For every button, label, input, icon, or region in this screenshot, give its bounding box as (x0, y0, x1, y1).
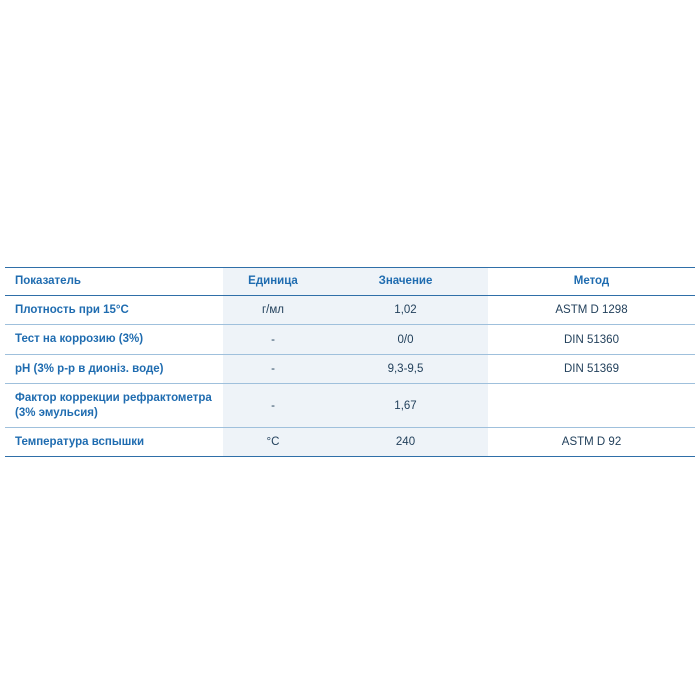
cell-unit: °C (223, 427, 323, 456)
column-header-unit: Единица (223, 268, 323, 296)
cell-parameter: Плотность при 15°C (5, 296, 223, 325)
table-header-row (5, 268, 695, 296)
column-header-method: Метод (488, 268, 695, 296)
cell-parameter: Фактор коррекции рефрактометра (3% эмульсия) (5, 384, 223, 428)
cell-value: 9,3-9,5 (323, 354, 488, 383)
cell-method (488, 384, 695, 428)
column-header-value: Значение (323, 268, 488, 296)
specification-table (5, 267, 695, 457)
cell-method: DIN 51360 (488, 325, 695, 354)
cell-method: ASTM D 1298 (488, 296, 695, 325)
cell-value: 1,67 (323, 384, 488, 428)
table-row (5, 354, 695, 383)
specification-table-container (5, 267, 695, 457)
cell-method: ASTM D 92 (488, 427, 695, 456)
cell-unit: - (223, 384, 323, 428)
cell-parameter: Тест на коррозию (3%) (5, 325, 223, 354)
table-row (5, 427, 695, 456)
table-body (5, 296, 695, 457)
cell-unit: - (223, 354, 323, 383)
table-row (5, 384, 695, 428)
cell-method: DIN 51369 (488, 354, 695, 383)
table-header (5, 268, 695, 296)
table-row (5, 325, 695, 354)
cell-unit: - (223, 325, 323, 354)
cell-parameter: Температура вспышки (5, 427, 223, 456)
cell-parameter: pH (3% р-р в дионіз. воде) (5, 354, 223, 383)
cell-value: 1,02 (323, 296, 488, 325)
table-row (5, 296, 695, 325)
cell-unit: г/мл (223, 296, 323, 325)
column-header-parameter: Показатель (5, 268, 223, 296)
cell-value: 240 (323, 427, 488, 456)
cell-value: 0/0 (323, 325, 488, 354)
